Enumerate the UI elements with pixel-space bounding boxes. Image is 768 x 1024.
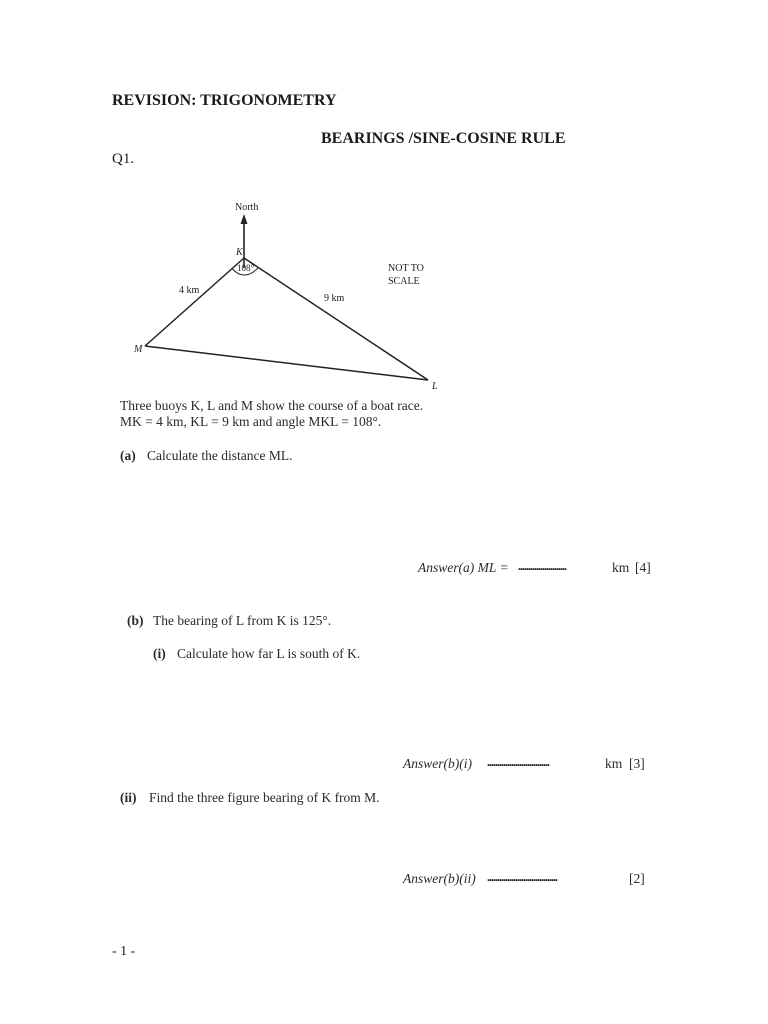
- mk-length-label: 4 km: [179, 285, 200, 296]
- kl-length-label: 9 km: [324, 293, 345, 304]
- triangle-diagram: [0, 0, 768, 420]
- part-b-ii-answer-label: Answer(b)(ii): [403, 871, 476, 886]
- north-label: North: [235, 202, 259, 213]
- part-b-i-question: Calculate how far L is south of K.: [177, 646, 361, 661]
- page-title: REVISION: TRIGONOMETRY: [112, 92, 337, 109]
- vertex-l-label: L: [432, 381, 438, 392]
- page-subtitle: BEARINGS /SINE-COSINE RULE: [321, 130, 566, 147]
- part-b-i-unit: km: [605, 756, 623, 771]
- part-b-ii-label: (ii): [120, 790, 137, 805]
- page-number: - 1 -: [112, 944, 136, 959]
- vertex-k-label: K: [236, 247, 243, 258]
- part-b-ii-question: Find the three figure bearing of K from M.: [149, 790, 380, 805]
- part-a-label: (a): [120, 448, 136, 463]
- not-to-scale-line2: SCALE: [388, 276, 420, 287]
- part-a-marks: [4]: [635, 560, 651, 575]
- part-b-ii-marks: [2]: [629, 871, 645, 886]
- part-b-label: (b): [127, 613, 144, 628]
- question-number: Q1.: [112, 151, 135, 167]
- not-to-scale-line1: NOT TO: [388, 263, 424, 274]
- part-a-question: Calculate the distance ML.: [147, 448, 293, 463]
- part-a-unit: km: [612, 560, 630, 575]
- intro-line-2: MK = 4 km, KL = 9 km and angle MKL = 108°.: [120, 414, 382, 429]
- part-b-i-marks: [3]: [629, 756, 645, 771]
- part-a-answer-blank[interactable]: ........................: [518, 559, 566, 573]
- angle-label: 108°: [237, 263, 255, 273]
- side-mk: [145, 258, 244, 346]
- part-b-i-label: (i): [153, 646, 166, 661]
- part-b-i-answer-label: Answer(b)(i): [403, 756, 472, 771]
- part-b-i-answer-blank[interactable]: ...............................: [487, 755, 549, 769]
- part-b-question: The bearing of L from K is 125°.: [153, 613, 332, 628]
- north-arrowhead-icon: [241, 214, 248, 224]
- part-a-answer-label: Answer(a) ML =: [418, 560, 509, 575]
- vertex-m-label: M: [134, 344, 143, 355]
- intro-line-1: Three buoys K, L and M show the course of a boat race.: [120, 398, 424, 413]
- part-b-ii-answer-blank[interactable]: ...................................: [487, 870, 557, 884]
